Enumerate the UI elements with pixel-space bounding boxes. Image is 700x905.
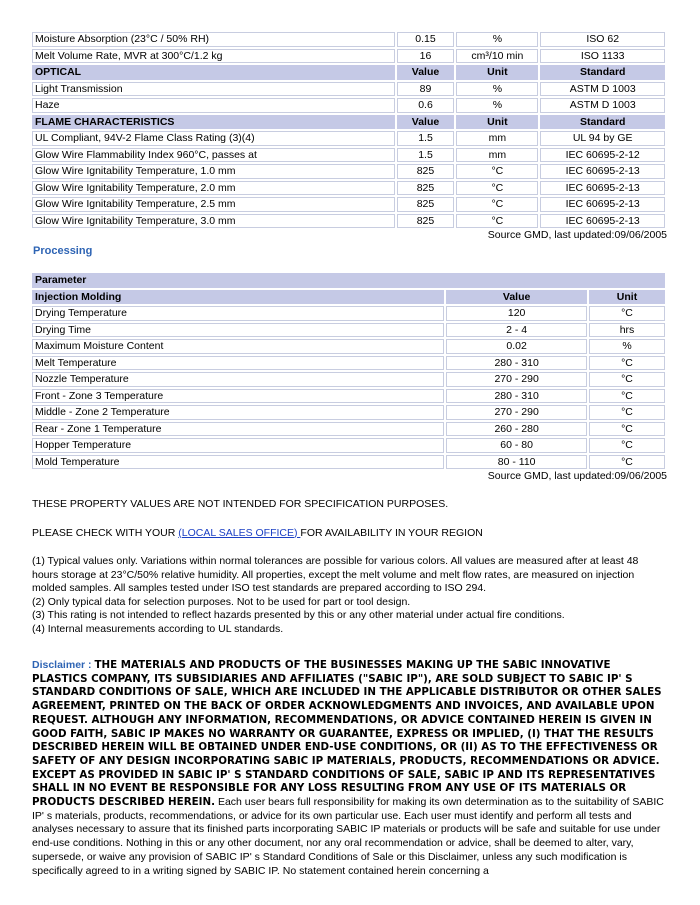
value-cell: 270 - 290 [446, 372, 587, 387]
parameter-cell: Melt Temperature [32, 356, 444, 371]
unit-cell: mm [456, 131, 538, 146]
section-title-processing: Processing [33, 245, 93, 257]
table-row [32, 32, 665, 47]
unit-cell: % [589, 339, 665, 354]
value-cell: 825 [397, 214, 455, 229]
table-row [32, 148, 665, 163]
parameter-cell: Hopper Temperature [32, 438, 444, 453]
table-row [32, 422, 665, 437]
table-row [32, 306, 665, 321]
availability-suffix: FOR AVAILABILITY IN YOUR REGION [300, 526, 483, 539]
table-row [32, 164, 665, 179]
unit-cell: °C [589, 356, 665, 371]
parameter-cell: Maximum Moisture Content [32, 339, 444, 354]
value-cell: 825 [397, 197, 455, 212]
table-row [32, 372, 665, 387]
unit-cell: °C [456, 181, 538, 196]
footnote-1: (1) Typical values only. Variations within normal tolerances are possible for various colors. All values are measured after at least 48 hours storage at 23°C/50% relative humidity. All properties, except the melt volume and melt flow rates, are measured on injection molded samples. All samples tested under ISO test standards are prepared according to ISO 294. [32, 555, 639, 594]
parameter-cell: Drying Temperature [32, 306, 444, 321]
unit-cell: °C [589, 389, 665, 404]
unit-cell: °C [589, 306, 665, 321]
table-row [32, 49, 665, 64]
unit-cell: °C [589, 438, 665, 453]
value-cell: 89 [397, 82, 455, 97]
section-header-row [32, 115, 665, 130]
value-cell: 825 [397, 164, 455, 179]
unit-cell: °C [456, 197, 538, 212]
standard-cell: ASTM D 1003 [540, 98, 665, 113]
property-cell: Melt Volume Rate, MVR at 300°C/1.2 kg [32, 49, 395, 64]
standard-cell: IEC 60695-2-13 [540, 181, 665, 196]
property-cell: Glow Wire Ignitability Temperature, 2.0 mm [32, 181, 395, 196]
value-cell: Value [397, 115, 455, 130]
unit-cell: °C [456, 214, 538, 229]
table-row [32, 82, 665, 97]
property-cell: Glow Wire Ignitability Temperature, 2.5 mm [32, 197, 395, 212]
table-row [32, 455, 665, 470]
value-cell: Value [397, 65, 455, 80]
standard-cell: IEC 60695-2-13 [540, 197, 665, 212]
disclaimer-plain-text: Each user bears full responsibility for making its own determination as to the suitability of SABIC IP' s materials, products, recommendations, or advice for its own particular use. Each user must identify and perform all tests and analyses necessary to assure that its finished parts incorporating SABIC IP materials or products will be safe and suitable for use under end-use conditions. Nothing in this or any other document, nor any oral recommendation or advice, shall be deemed to alter, vary, supersede, or waive any provision of SABIC IP' s Standard Conditions of Sale or this Disclaimer, unless any such modification is specifically agreed to in a writing signed by SABIC IP. No statement contained herein concerning a [32, 796, 664, 877]
standard-cell: IEC 60695-2-13 [540, 214, 665, 229]
unit-cell: °C [456, 164, 538, 179]
source-note: Source GMD, last updated:09/06/2005 [487, 470, 667, 482]
table-row [32, 98, 665, 113]
unit-cell: °C [589, 372, 665, 387]
property-cell: OPTICAL [32, 65, 395, 80]
standard-cell: IEC 60695-2-12 [540, 148, 665, 163]
property-cell: FLAME CHARACTERISTICS [32, 115, 395, 130]
value-cell: 260 - 280 [446, 422, 587, 437]
disclaimer-bold-text: THE MATERIALS AND PRODUCTS OF THE BUSINESSES MAKING UP THE SABIC INNOVATIVE PLASTICS COMPANY, ITS SUBSIDIARIES AND AFFILIATES ("SABIC IP"), ARE SOLD SUBJECT TO SABIC IP' S STANDARD CONDITIONS OF SALE, WHICH ARE INCLUDED IN THE APPLICABLE DISTRIBUTOR OR OTHER SALES AGREEMENT, PRINTED ON THE BACK OF ORDER ACKNOWLEDGMENTS AND INVOICES, AND AVAILABLE UPON REQUEST. ALTHOUGH ANY INFORMATION, RECOMMENDATIONS, OR ADVICE CONTAINED HEREIN IS GIVEN IN GOOD FAITH, SABIC IP MAKES NO WARRANTY OR GUARANTEE, EXPRESS OR IMPLIED, (I) THAT THE RESULTS DESCRIBED HEREIN WILL BE OBTAINED UNDER END-USE CONDITIONS, OR (II) AS TO THE EFFECTIVENESS OR SAFETY OF ANY DESIGN INCORPORATING SABIC IP MATERIALS, PRODUCTS, RECOMMENDATIONS OR ADVICE. EXCEPT AS PROVIDED IN SABIC IP' S STANDARD CONDITIONS OF SALE, SABIC IP AND ITS REPRESENTATIVES SHALL IN NO EVENT BE RESPONSIBLE FOR ANY LOSS RESULTING FROM ANY USE OF ITS MATERIALS OR PRODUCTS DESCRIBED HEREIN. [32, 659, 662, 809]
standard-cell: ISO 1133 [540, 49, 665, 64]
unit-cell: % [456, 82, 538, 97]
standard-cell: IEC 60695-2-13 [540, 164, 665, 179]
table-row [32, 197, 665, 212]
value-cell: 1.5 [397, 131, 455, 146]
property-cell: Glow Wire Ignitability Temperature, 1.0 mm [32, 164, 395, 179]
table-row [32, 405, 665, 420]
parameter-header: Parameter [32, 273, 665, 288]
value-cell: 280 - 310 [446, 356, 587, 371]
value-cell: 0.02 [446, 339, 587, 354]
unit-cell: cm³/10 min [456, 49, 538, 64]
unit-cell: mm [456, 148, 538, 163]
table-row [32, 438, 665, 453]
property-cell: Glow Wire Ignitability Temperature, 3.0 mm [32, 214, 395, 229]
table-row [32, 339, 665, 354]
standard-cell: Standard [540, 115, 665, 130]
value-cell: 120 [446, 306, 587, 321]
value-cell: 280 - 310 [446, 389, 587, 404]
footnote-4: (4) Internal measurements according to UL standards. [32, 622, 284, 635]
property-cell: UL Compliant, 94V-2 Flame Class Rating (3)(4) [32, 131, 395, 146]
property-cell: Glow Wire Flammability Index 960°C, passes at [32, 148, 395, 163]
value-cell: 2 - 4 [446, 323, 587, 338]
header-unit: Unit [589, 290, 665, 305]
parameter-cell: Mold Temperature [32, 455, 444, 470]
standard-cell: ISO 62 [540, 32, 665, 47]
disclaimer [32, 659, 667, 878]
table-row [32, 356, 665, 371]
standard-cell: Standard [540, 65, 665, 80]
parameter-cell: Rear - Zone 1 Temperature [32, 422, 444, 437]
property-cell: Light Transmission [32, 82, 395, 97]
value-cell: 1.5 [397, 148, 455, 163]
unit-cell: °C [589, 405, 665, 420]
footnote-3: (3) This rating is not intended to reflect hazards presented by this or any other material under actual fire conditions. [32, 609, 565, 621]
parameter-cell: Middle - Zone 2 Temperature [32, 405, 444, 420]
property-cell: Haze [32, 98, 395, 113]
unit-cell: hrs [589, 323, 665, 338]
value-cell: 16 [397, 49, 455, 64]
local-sales-office-link[interactable]: (LOCAL SALES OFFICE) [178, 526, 301, 539]
value-cell: 825 [397, 181, 455, 196]
standard-cell: UL 94 by GE [540, 131, 665, 146]
unit-cell: % [456, 98, 538, 113]
unit-cell: °C [589, 422, 665, 437]
table-row [32, 323, 665, 338]
standard-cell: ASTM D 1003 [540, 82, 665, 97]
source-note: Source GMD, last updated:09/06/2005 [487, 229, 667, 241]
availability-notice [32, 527, 667, 541]
unit-cell: Unit [456, 65, 538, 80]
footnotes [32, 555, 667, 636]
parameter-cell: Front - Zone 3 Temperature [32, 389, 444, 404]
unit-cell: °C [589, 455, 665, 470]
value-cell: 80 - 110 [446, 455, 587, 470]
not-intended-notice: THESE PROPERTY VALUES ARE NOT INTENDED FOR SPECIFICATION PURPOSES. [32, 498, 449, 510]
header-injection-molding: Injection Molding [32, 290, 444, 305]
header-value: Value [446, 290, 587, 305]
footnote-2: (2) Only typical data for selection purposes. Not to be used for part or tool design. [32, 595, 411, 608]
value-cell: 270 - 290 [446, 405, 587, 420]
value-cell: 0.6 [397, 98, 455, 113]
section-header-row [32, 65, 665, 80]
disclaimer-label: Disclaimer : [32, 659, 95, 671]
value-cell: 0.15 [397, 32, 455, 47]
table-row [32, 181, 665, 196]
value-cell: 60 - 80 [446, 438, 587, 453]
unit-cell: % [456, 32, 538, 47]
parameter-cell: Drying Time [32, 323, 444, 338]
availability-prefix: PLEASE CHECK WITH YOUR [32, 526, 179, 539]
parameter-cell: Nozzle Temperature [32, 372, 444, 387]
properties-table [30, 30, 667, 230]
processing-table [30, 271, 667, 471]
table-row [32, 131, 665, 146]
datasheet-page [32, 30, 667, 878]
table-row [32, 214, 665, 229]
property-cell: Moisture Absorption (23°C / 50% RH) [32, 32, 395, 47]
unit-cell: Unit [456, 115, 538, 130]
table-row [32, 389, 665, 404]
